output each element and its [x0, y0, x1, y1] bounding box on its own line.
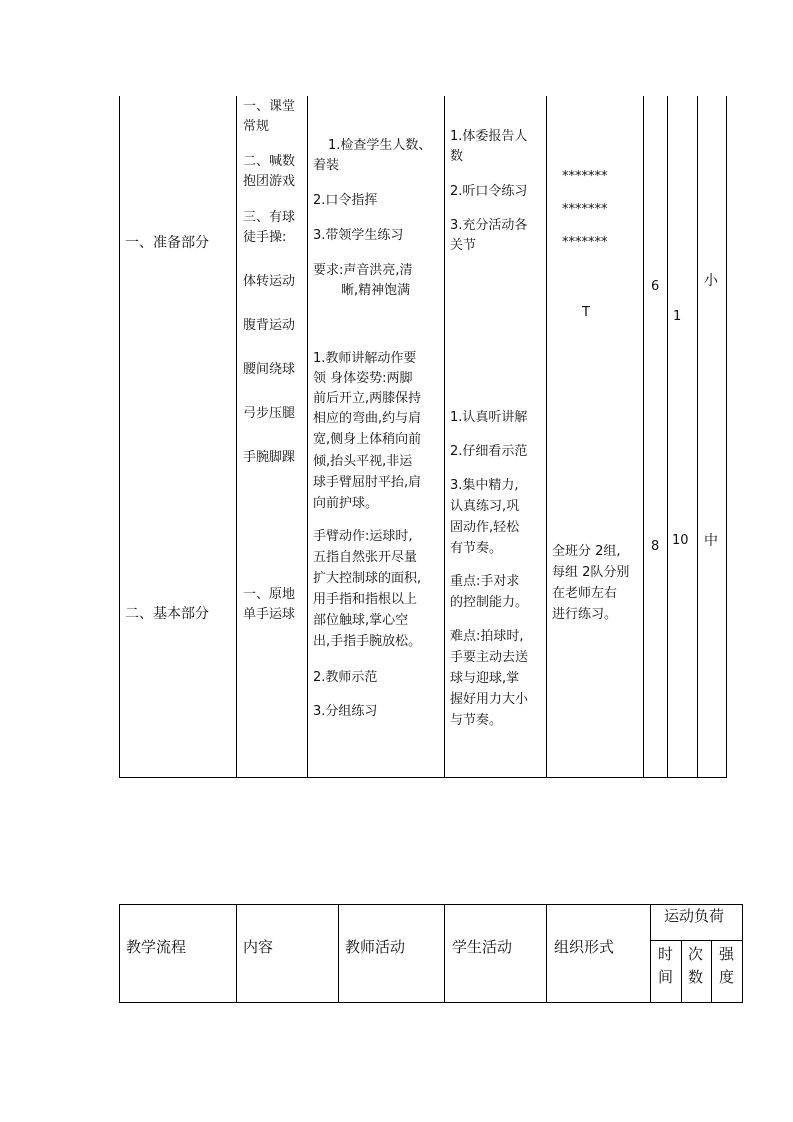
table2-border-right: [742, 904, 743, 1003]
table2-divider: [711, 940, 712, 1003]
header-flow: 教学流程: [126, 938, 187, 956]
header-load: 运动负荷: [664, 907, 725, 925]
count-value: 1: [673, 309, 682, 324]
table1-border-right: [726, 96, 727, 778]
table1-border-left: [119, 96, 120, 778]
time-value: 6: [651, 279, 660, 294]
table2-divider: [338, 904, 339, 1003]
table2-border-left: [119, 904, 120, 1003]
formation-row: *******: [562, 202, 608, 217]
time-value: 8: [651, 539, 660, 554]
teacher-position-marker: T: [582, 305, 590, 320]
header-teacher: 教师活动: [345, 938, 406, 956]
table1-divider: [307, 96, 308, 778]
table2-divider: [681, 940, 682, 1003]
table2-divider: [236, 904, 237, 1003]
header-intensity: 强: [719, 945, 735, 963]
intensity-value: 中: [704, 533, 718, 549]
table2-divider: [444, 904, 445, 1003]
table1-divider: [546, 96, 547, 778]
table1-divider: [697, 96, 698, 778]
header-student: 学生活动: [452, 938, 513, 956]
formation-row: *******: [562, 235, 608, 250]
formation-row: *******: [562, 169, 608, 184]
table2-divider: [650, 904, 651, 1003]
table2-subheader-line: [650, 940, 743, 941]
section-name: 二、基本部分: [125, 606, 209, 622]
count-value: 10: [672, 533, 689, 548]
table2-divider: [546, 904, 547, 1003]
section-name: 一、准备部分: [125, 235, 209, 251]
table1-divider: [444, 96, 445, 778]
header-time: 时: [658, 945, 674, 963]
intensity-value: 小: [704, 273, 718, 289]
header-count: 次: [688, 945, 704, 963]
header-content: 内容: [243, 938, 274, 956]
table1-divider: [667, 96, 668, 778]
table1-border-bottom: [119, 777, 727, 778]
table1-divider: [643, 96, 644, 778]
header-formation: 组织形式: [554, 938, 615, 956]
table1-divider: [236, 96, 237, 778]
